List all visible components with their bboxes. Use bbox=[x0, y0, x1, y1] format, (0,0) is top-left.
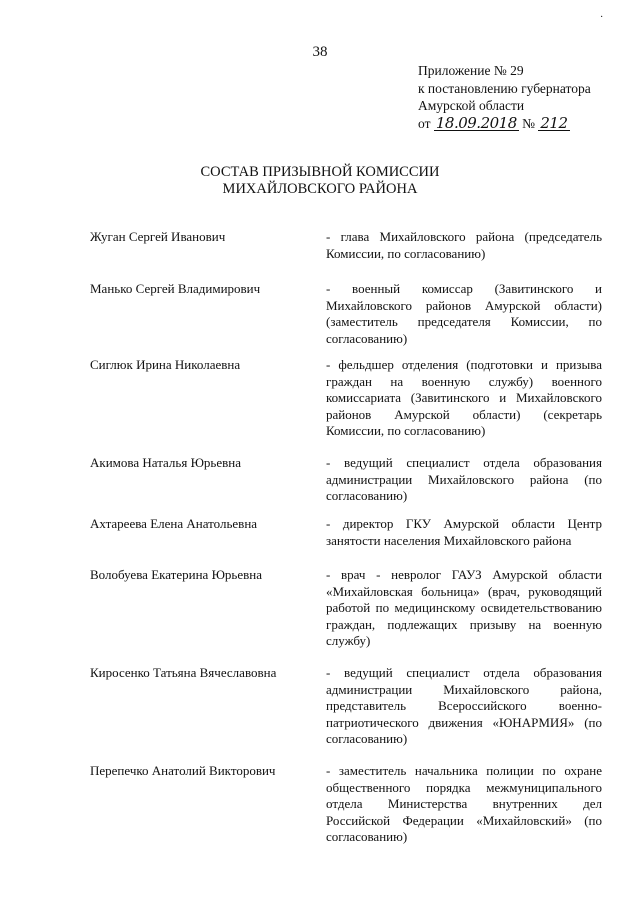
number-prefix: № bbox=[522, 115, 536, 131]
member-role: - фельдшер отделения (подготовки и призыва граждан на военную службу) военного комиссариата (Завитинского и Михайловского районов Амурской области) (секретарь Комиссии, по согласованию) bbox=[326, 357, 602, 438]
appendix-line-1: Приложение № 29 bbox=[418, 63, 524, 78]
handwritten-number: 212 bbox=[540, 113, 568, 132]
document-title bbox=[0, 164, 640, 198]
member-name: Сиглюк Ирина Николаевна bbox=[90, 357, 241, 372]
member-name: Акимова Наталья Юрьевна bbox=[90, 455, 241, 470]
title-line-1: СОСТАВ ПРИЗЫВНОЙ КОМИССИИ bbox=[200, 164, 440, 180]
member-role: - врач - невролог ГАУЗ Амурской области «Михайловская больница» (врач, руководящий работой по медицинскому освидетельствованию граждан, подлежащих призыву на военную службу) bbox=[326, 567, 602, 648]
member-role: - военный комиссар (Завитинского и Михайловского районов Амурской области) (заместитель председателя Комиссии, по согласованию) bbox=[326, 281, 602, 346]
appendix-header bbox=[418, 62, 591, 132]
member-name: Манько Сергей Владимирович bbox=[90, 281, 261, 296]
handwritten-date: 18.09.2018 bbox=[435, 113, 517, 132]
member-role: - ведущий специалист отдела образования администрации Михайловского района (по согласованию) bbox=[326, 455, 602, 503]
appendix-line-3: Амурской области bbox=[418, 98, 525, 113]
member-name: Волобуева Екатерина Юрьевна bbox=[90, 567, 262, 582]
member-role: - глава Михайловского района (председатель Комиссии, по согласованию) bbox=[326, 229, 602, 261]
title-line-2: МИХАЙЛОВСКОГО РАЙОНА bbox=[222, 181, 418, 197]
member-role: - заместитель начальника полиции по охране общественного порядка межмуниципального отдела Министерства внутренних дел Российской Федерации «Михайловский» (по согласованию) bbox=[326, 763, 602, 844]
date-prefix: от bbox=[418, 115, 431, 131]
member-name: Перепечко Анатолий Викторович bbox=[90, 763, 276, 778]
member-name: Киросенко Татьяна Вячеславовна bbox=[90, 665, 277, 680]
member-role: - ведущий специалист отдела образования администрации Михайловского района, представитель Всероссийского военно-патриотического движения «ЮНАРМИЯ» (по согласованию) bbox=[326, 665, 602, 746]
member-name: Жуган Сергей Иванович bbox=[90, 229, 226, 244]
appendix-date-line bbox=[418, 115, 591, 133]
corner-mark: · bbox=[600, 12, 604, 23]
member-role: - директор ГКУ Амурской области Центр занятости населения Михайловского района bbox=[326, 516, 602, 548]
page-number: 38 bbox=[312, 44, 328, 60]
member-name: Ахтареева Елена Анатольевна bbox=[90, 516, 258, 531]
appendix-line-2: к постановлению губернатора bbox=[418, 80, 591, 96]
